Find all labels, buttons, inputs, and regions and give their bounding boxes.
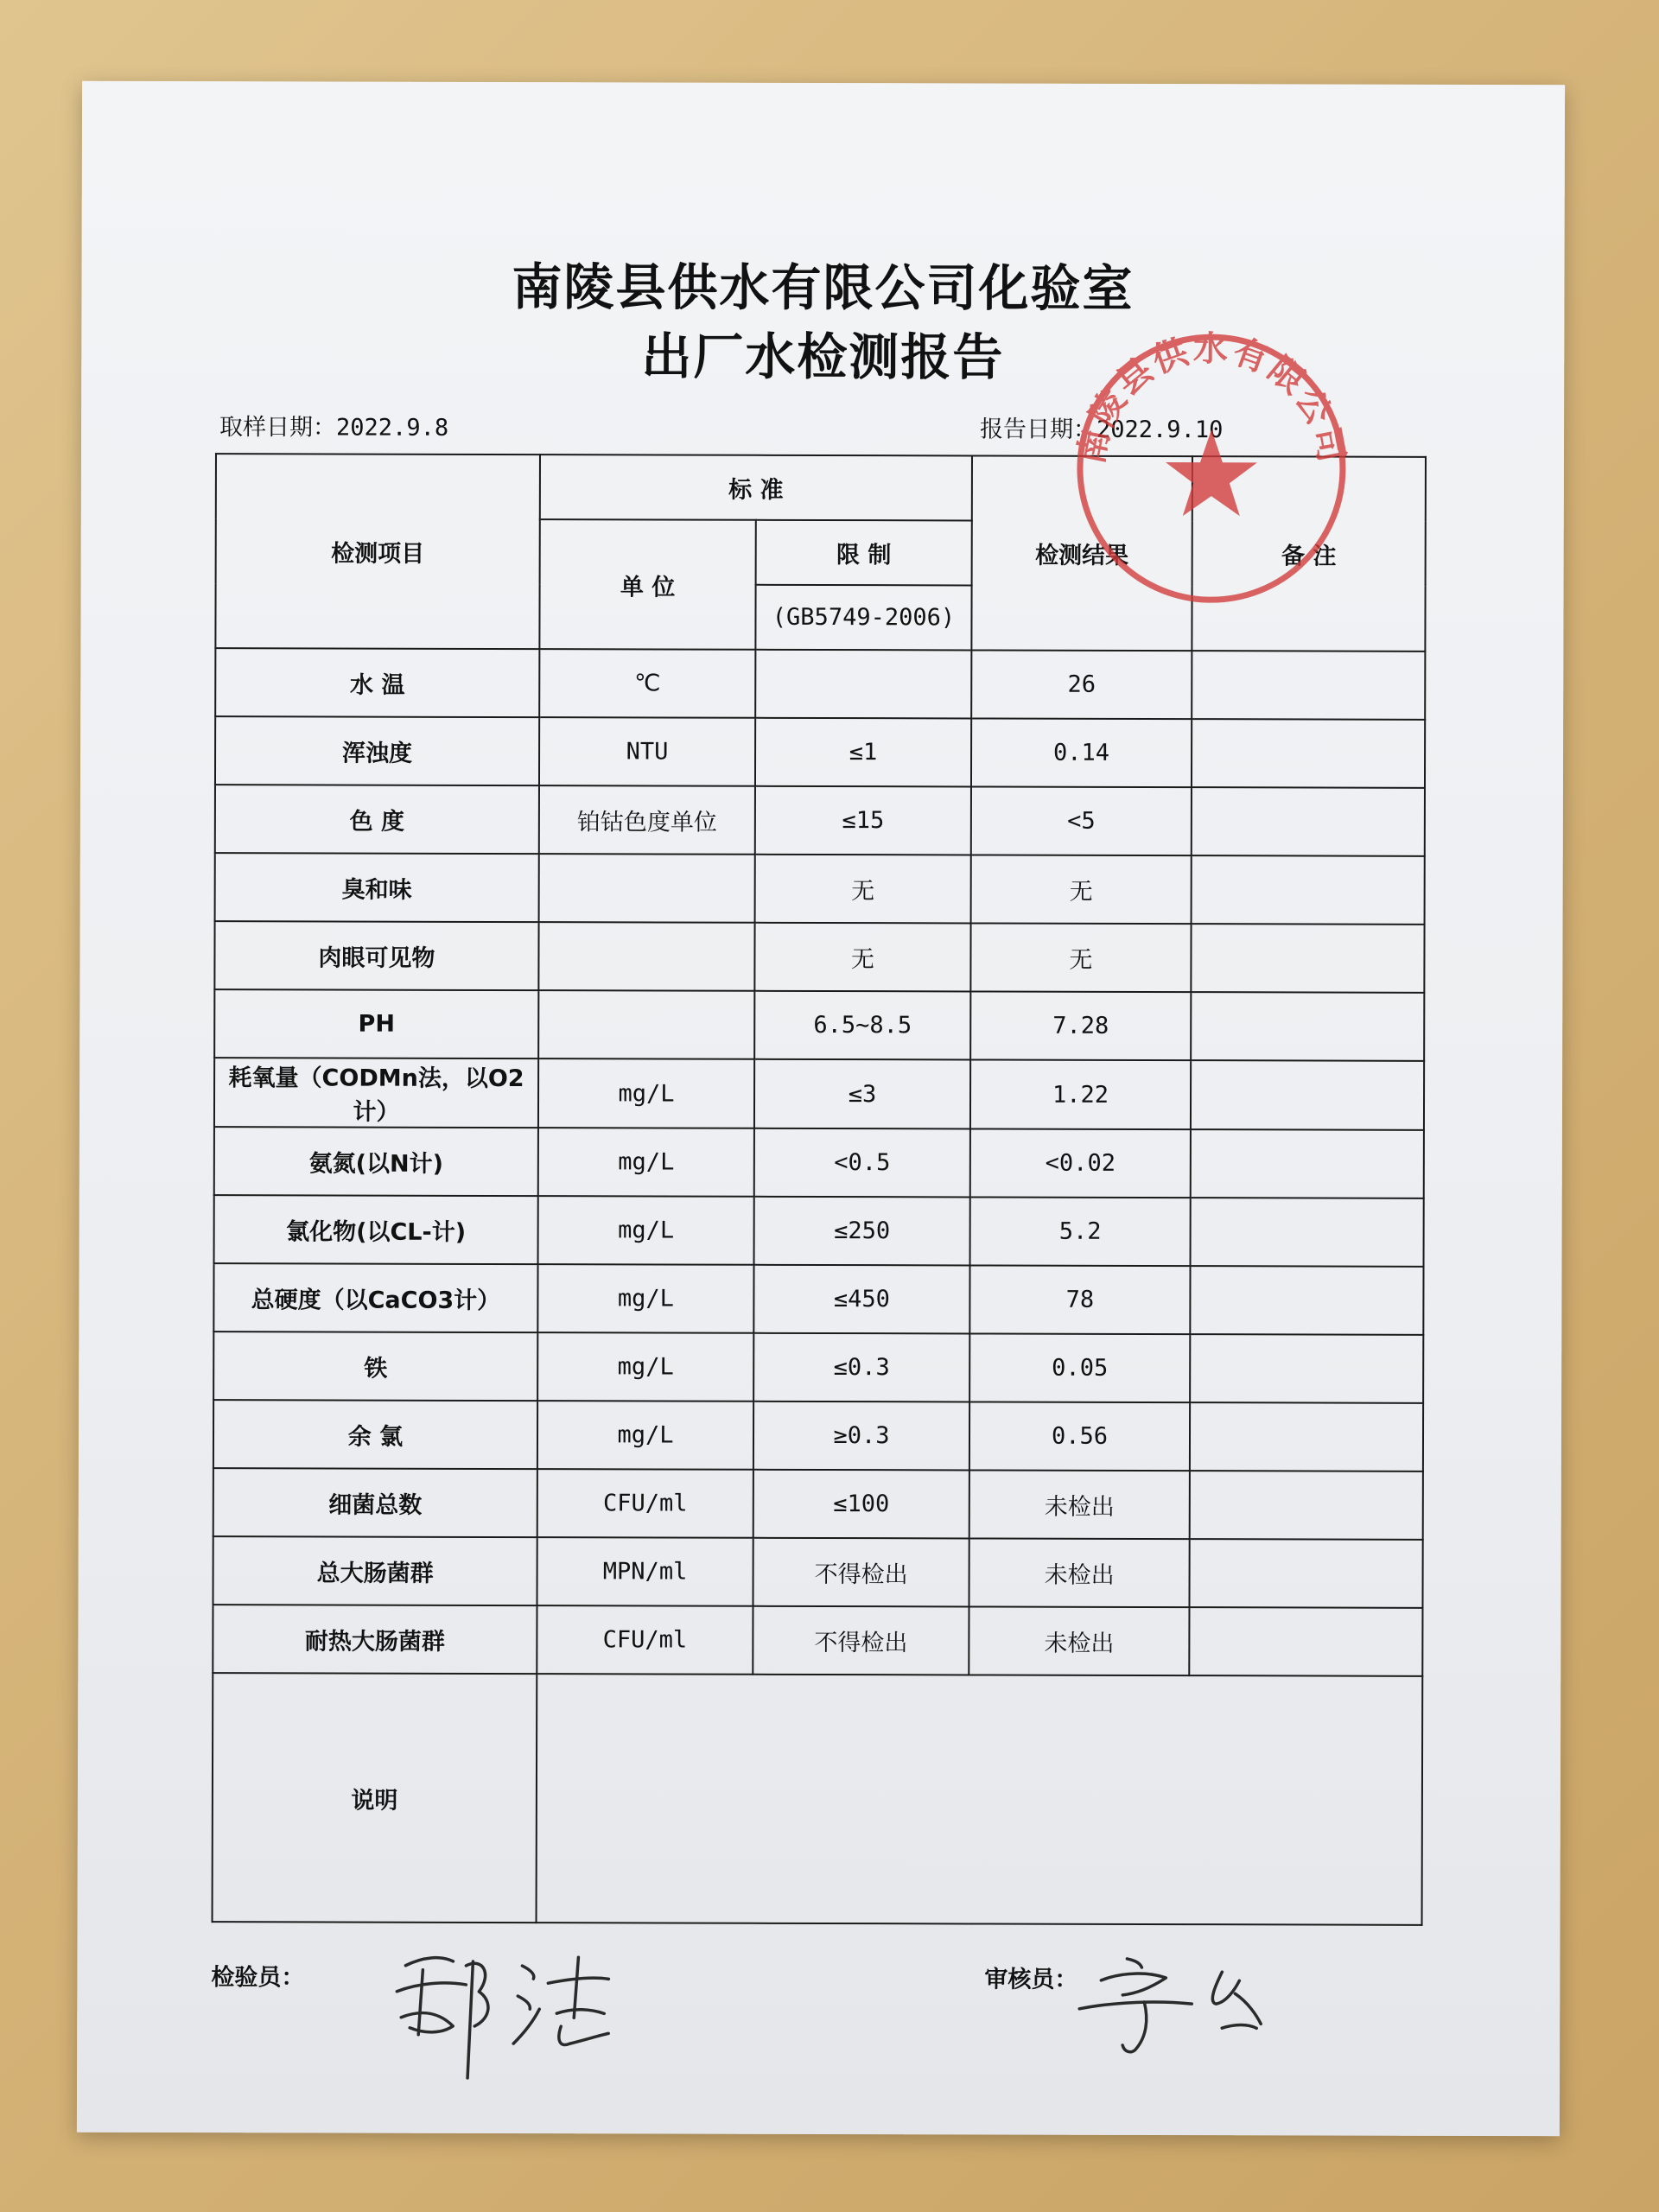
table-row <box>213 1468 1423 1540</box>
cell-remark <box>1191 992 1424 1061</box>
cell-item: 浑浊度 <box>215 716 539 785</box>
header-standard: 标 准 <box>540 454 972 520</box>
cell-limit: ≤0.3 <box>753 1333 969 1402</box>
cell-limit: <0.5 <box>754 1128 970 1198</box>
cell-unit: CFU/ml <box>537 1469 753 1538</box>
reviewer-label: 审核员： <box>984 1966 1078 1993</box>
cell-result: 0.14 <box>971 718 1192 787</box>
cell-result: 0.56 <box>969 1402 1190 1471</box>
header-remark: 备 注 <box>1192 456 1426 652</box>
cell-item: 余 氯 <box>213 1400 537 1469</box>
cell-unit: mg/L <box>537 1401 753 1470</box>
report-date-value: 2022.9.10 <box>1096 416 1224 444</box>
cell-result: 5.2 <box>970 1197 1191 1266</box>
cell-result: 1.22 <box>970 1059 1191 1129</box>
cell-remark <box>1191 1129 1424 1198</box>
report-date-label: 报告日期： <box>980 416 1097 443</box>
cell-unit: 铂钴色度单位 <box>539 785 755 855</box>
remark-content <box>537 1674 1423 1925</box>
table-row <box>214 1127 1424 1198</box>
table-row <box>214 989 1424 1061</box>
cell-unit: mg/L <box>538 1128 754 1197</box>
cell-unit <box>539 854 755 923</box>
cell-item: 铁 <box>213 1332 537 1401</box>
cell-unit: mg/L <box>538 1196 754 1265</box>
cell-remark <box>1190 1266 1423 1335</box>
cell-limit: 无 <box>755 855 971 924</box>
cell-unit: mg/L <box>537 1264 753 1333</box>
cell-unit: ℃ <box>539 649 755 718</box>
cell-item: 臭和味 <box>215 853 539 922</box>
cell-remark <box>1190 1471 1423 1540</box>
cell-item: 氯化物(以CL-计) <box>214 1195 538 1264</box>
table-row <box>215 716 1425 788</box>
cell-item: 氨氮(以N计) <box>214 1127 538 1196</box>
cell-result: <0.02 <box>970 1128 1191 1198</box>
cell-remark <box>1191 924 1424 993</box>
table-row <box>215 648 1425 720</box>
cell-remark <box>1192 719 1425 788</box>
header-unit: 单 位 <box>539 519 755 650</box>
cell-remark <box>1189 1539 1422 1608</box>
table-row <box>213 1536 1422 1608</box>
report-paper <box>77 81 1565 2136</box>
table-row <box>214 1195 1424 1267</box>
cell-remark <box>1191 1198 1424 1267</box>
reviewer-signature <box>1062 1942 1321 2063</box>
sampling-date-value: 2022.9.8 <box>336 414 449 442</box>
seal-text: 南陵县供水有限公司 <box>1071 329 1352 468</box>
cell-limit: 无 <box>754 923 970 992</box>
cell-limit: ≥0.3 <box>753 1402 969 1471</box>
inspector-signature <box>371 1931 647 2088</box>
cell-unit: MPN/ml <box>537 1537 753 1606</box>
cell-result: 未检出 <box>969 1470 1190 1539</box>
header-standard-code: (GB5749-2006) <box>755 585 971 651</box>
cell-result: <5 <box>971 786 1192 855</box>
report-title-line2: 出厂水检测报告 <box>641 327 1005 387</box>
cell-item: PH <box>214 989 538 1058</box>
cell-item: 耐热大肠菌群 <box>213 1605 537 1674</box>
cell-result: 无 <box>971 855 1192 924</box>
table-row <box>215 785 1425 856</box>
table-row <box>213 1605 1422 1676</box>
cell-remark <box>1192 787 1425 856</box>
cell-limit: ≤15 <box>755 786 971 855</box>
cell-limit: 6.5~8.5 <box>754 991 970 1060</box>
cell-remark <box>1192 651 1425 720</box>
cell-remark <box>1192 855 1425 925</box>
header-limit: 限 制 <box>756 520 972 586</box>
cell-limit: 不得检出 <box>753 1606 969 1675</box>
cell-limit: ≤450 <box>753 1265 969 1334</box>
cell-item: 细菌总数 <box>213 1468 537 1537</box>
cell-unit: mg/L <box>538 1058 754 1128</box>
header-result: 检测结果 <box>971 455 1192 651</box>
cell-limit <box>755 650 971 719</box>
cell-unit: mg/L <box>537 1332 753 1402</box>
cell-item: 总大肠菌群 <box>213 1536 537 1605</box>
test-results-table <box>212 453 1427 1926</box>
cell-remark <box>1189 1607 1422 1676</box>
table-row <box>215 853 1425 925</box>
cell-item: 耗氧量（CODMn法，以O2计） <box>214 1058 538 1128</box>
table-row <box>213 1263 1423 1335</box>
cell-item: 肉眼可见物 <box>214 921 538 990</box>
cell-limit: 不得检出 <box>753 1538 969 1607</box>
cell-limit: ≤250 <box>754 1197 970 1266</box>
cell-remark <box>1190 1334 1423 1403</box>
table-row <box>214 1058 1424 1130</box>
cell-result: 未检出 <box>969 1538 1189 1607</box>
cell-result: 0.05 <box>969 1333 1190 1402</box>
cell-item: 总硬度（以CaCO3计） <box>213 1263 537 1332</box>
sampling-date-label: 取样日期： <box>219 414 337 442</box>
cell-unit <box>538 990 754 1059</box>
company-seal-icon <box>1069 326 1355 612</box>
inspector-label: 检验员： <box>211 1964 305 1992</box>
cell-result: 78 <box>969 1265 1190 1334</box>
cell-result: 7.28 <box>970 991 1191 1060</box>
cell-result: 未检出 <box>969 1606 1189 1675</box>
cell-unit: CFU/ml <box>537 1605 753 1675</box>
table-row <box>213 1400 1423 1471</box>
sampling-date <box>219 408 448 442</box>
table-row <box>214 921 1424 993</box>
table-row <box>213 1332 1423 1403</box>
cell-limit: ≤3 <box>754 1059 970 1129</box>
header-item: 检测项目 <box>215 454 540 649</box>
cell-limit: ≤1 <box>755 718 971 787</box>
cell-result: 无 <box>970 923 1191 992</box>
cell-unit <box>538 922 754 991</box>
cell-limit: ≤100 <box>753 1470 969 1539</box>
remark-label: 说明 <box>213 1673 537 1923</box>
report-title-line1: 南陵县供水有限公司化验室 <box>512 257 1135 318</box>
cell-remark <box>1190 1402 1423 1471</box>
cell-remark <box>1191 1060 1424 1130</box>
cell-item: 色 度 <box>215 785 539 854</box>
cell-unit: NTU <box>539 717 755 786</box>
cell-result: 26 <box>971 650 1192 719</box>
cell-item: 水 温 <box>215 648 539 717</box>
